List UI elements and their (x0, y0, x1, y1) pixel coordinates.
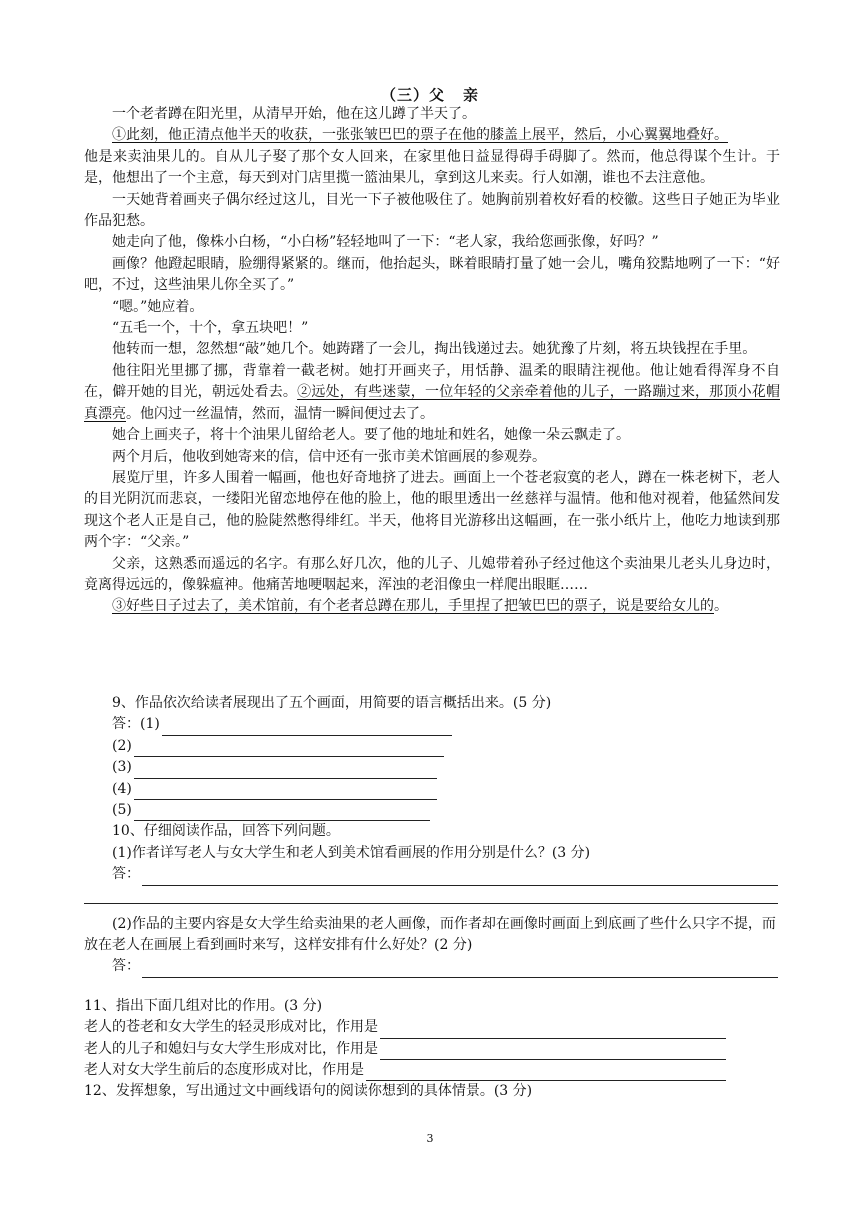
question-10: 10、仔细阅读作品，回答下列问题。 (112, 823, 340, 840)
paragraph: 两个月后，他收到她寄来的信，信中还有一张市美术馆画展的参观券。 (112, 448, 546, 465)
answer-blank[interactable] (162, 720, 452, 736)
paragraph-text: 。他闪过一丝温情，然而，温情一瞬间便过去了。 (126, 405, 434, 422)
story-body (84, 104, 780, 618)
compare-label: 老人的苍老和女大学生的轻灵形成对比，作用是 (84, 1019, 378, 1036)
paragraph-underlined-3 (84, 596, 780, 617)
compare-row-1 (84, 1017, 780, 1038)
underlined-sentence-3: ③好些日子过去了，美术馆前，有个老者总蹲在那儿，手里捏了把皱巴巴的票子，说是要给女儿的 (112, 598, 714, 615)
paragraph: 一天她背着画夹子偶尔经过这儿，目光一下子被他吸住了。她胸前别着枚好看的校徽。这些日子她正为毕业作品犯愁。 (84, 191, 780, 230)
compare-row-2 (84, 1039, 780, 1060)
item-label: (5) (112, 801, 132, 818)
title-part2: 亲 (463, 86, 480, 104)
question-10-2: (2)作品的主要内容是女大学生给卖油果的老人画像，而作者却在画像时画面上到底画了些什么只字不提，而放在老人在画展上看到画时来写，这样安排有什么好处？(2 分) (84, 915, 776, 953)
paragraph: 一个老者蹲在阳光里，从清早开始，他在这儿蹲了半天了。 (112, 106, 476, 122)
answer-blank[interactable] (84, 888, 778, 904)
question-9: 9、作品依次给读者展现出了五个画面，用简要的语言概括出来。(5 分) (112, 695, 552, 711)
paragraph: 他转而一想，忽然想“敲”她几个。她踌躇了一会儿，掏出钱递过去。她犹豫了片刻，将五块钱捏在手里。 (112, 341, 757, 358)
answer-blank[interactable] (142, 962, 778, 978)
compare-label: 老人的儿子和媳妇与女大学生形成对比，作用是 (84, 1040, 378, 1057)
answer-row-2 (84, 736, 780, 757)
page-number: 3 (426, 1132, 434, 1145)
paragraph-text: 他往阳光里挪了挪，背靠着一截老树。她打开画夹子，用恬静、温柔的眼睛注视他。他让她看得浑身不自在，僻开她的目光，朝远处看去。 (84, 362, 780, 401)
answer-row-5 (84, 800, 780, 821)
paragraph: “五毛一个，十个，拿五块吧！” (112, 320, 309, 337)
answer-blank[interactable] (134, 741, 444, 757)
item-label: (1) (140, 716, 160, 733)
answer-row-4 (84, 779, 780, 800)
answer-label: 答： (112, 866, 140, 883)
underlined-sentence-1: ①此刻，他正清点他半天的收获，一张张皱巴巴的票子在他的膝盖上展平，然后，小心翼翼地叠好。 (112, 127, 728, 144)
question-10-1: (1)作者详写老人与女大学生和老人到美术馆看画展的作用分别是什么？(3 分) (112, 844, 591, 861)
paragraph: 展览厅里，许多人围着一幅画，他也好奇地挤了进去。画面上一个苍老寂寞的老人，蹲在一株老树下，老人的目光阴沉而悲哀，一缕阳光留恋地停在他的脸上，他的眼里透出一丝慈祥与温情。他和他对视着，他猛然间发现这个老人正是自己，他的脸陡然憋得绯红。半天，他将目光游移出这幅画，在一张小纸片上，他吃力地读到那两个字：“父亲。” (84, 469, 780, 551)
answer-blank[interactable] (134, 784, 437, 800)
answer-blank[interactable] (380, 1023, 726, 1039)
answer-blank[interactable] (134, 805, 430, 821)
answer-label: 答： (112, 958, 140, 975)
compare-label: 老人对女大学生前后的态度形成对比，作用是 (84, 1061, 364, 1078)
paragraph-with-underline-2 (84, 361, 780, 425)
answer-row-10-1 (84, 864, 780, 885)
answer-row-3 (84, 757, 780, 778)
answer-blank[interactable] (380, 1044, 726, 1060)
answer-label: 答： (112, 716, 140, 733)
item-label: (2) (112, 737, 132, 754)
compare-row-3 (84, 1060, 780, 1081)
section-title (0, 84, 860, 105)
paragraph: 他是来卖油果儿的。自从儿子娶了那个女人回来，在家里他日益显得碍手碍脚了。然而，他总得谋个生计。于是，他想出了一个主意，每天到对门店里揽一篮油果儿，拿到这儿来卖。行人如潮，谁也不去注意他。 (84, 148, 780, 187)
paragraph-underlined-1 (84, 125, 780, 146)
item-label: (3) (112, 759, 132, 776)
paragraph: 她走向了他，像株小白杨，“小白杨”轻轻地叫了一下：“老人家，我给您画张像，好吗？” (112, 234, 659, 251)
paragraph: 父亲，这熟悉而遥远的名字。有那么好几次，他的儿子、儿媳带着孙子经过他这个卖油果儿老头儿身边时，竟离得远远的，像躲瘟神。他痛苦地哽咽起来，浑浊的老泪像虫一样爬出眼眶…… (84, 555, 780, 593)
paragraph: 画像？他蹬起眼睛，脸绷得紧紧的。继而，他抬起头，眯着眼睛打量了她一会儿，嘴角狡黠地咧了一下：“好吧，不过，这些油果儿你全买了。” (84, 255, 780, 294)
answer-row-10-1-extra (84, 886, 780, 904)
answer-blank[interactable] (134, 763, 437, 779)
question-11: 11、指出下面几组对比的作用。(3 分) (84, 997, 323, 1014)
answer-blank[interactable] (142, 870, 778, 886)
item-label: (4) (112, 780, 132, 797)
questions-section (84, 693, 780, 1103)
answer-row-10-2 (84, 956, 780, 977)
answer-row-1 (84, 714, 780, 735)
answer-blank[interactable] (366, 1065, 726, 1081)
paragraph-text: 。 (714, 598, 728, 615)
underlined-sentence-2: ②远处，有些迷蒙，一位年轻的父亲牵着他的儿子，一路蹦过来，那顶小花帽真漂亮 (84, 384, 780, 422)
title-part1: （三）父 (380, 86, 445, 104)
paragraph: “嗯。”她应着。 (112, 298, 204, 315)
paragraph: 她合上画夹子，将十个油果儿留给老人。要了他的地址和姓名，她像一朵云飘走了。 (112, 427, 630, 444)
question-12: 12、发挥想象，写出通过文中画线语句的阅读你想到的具体情景。(3 分) (84, 1083, 533, 1100)
